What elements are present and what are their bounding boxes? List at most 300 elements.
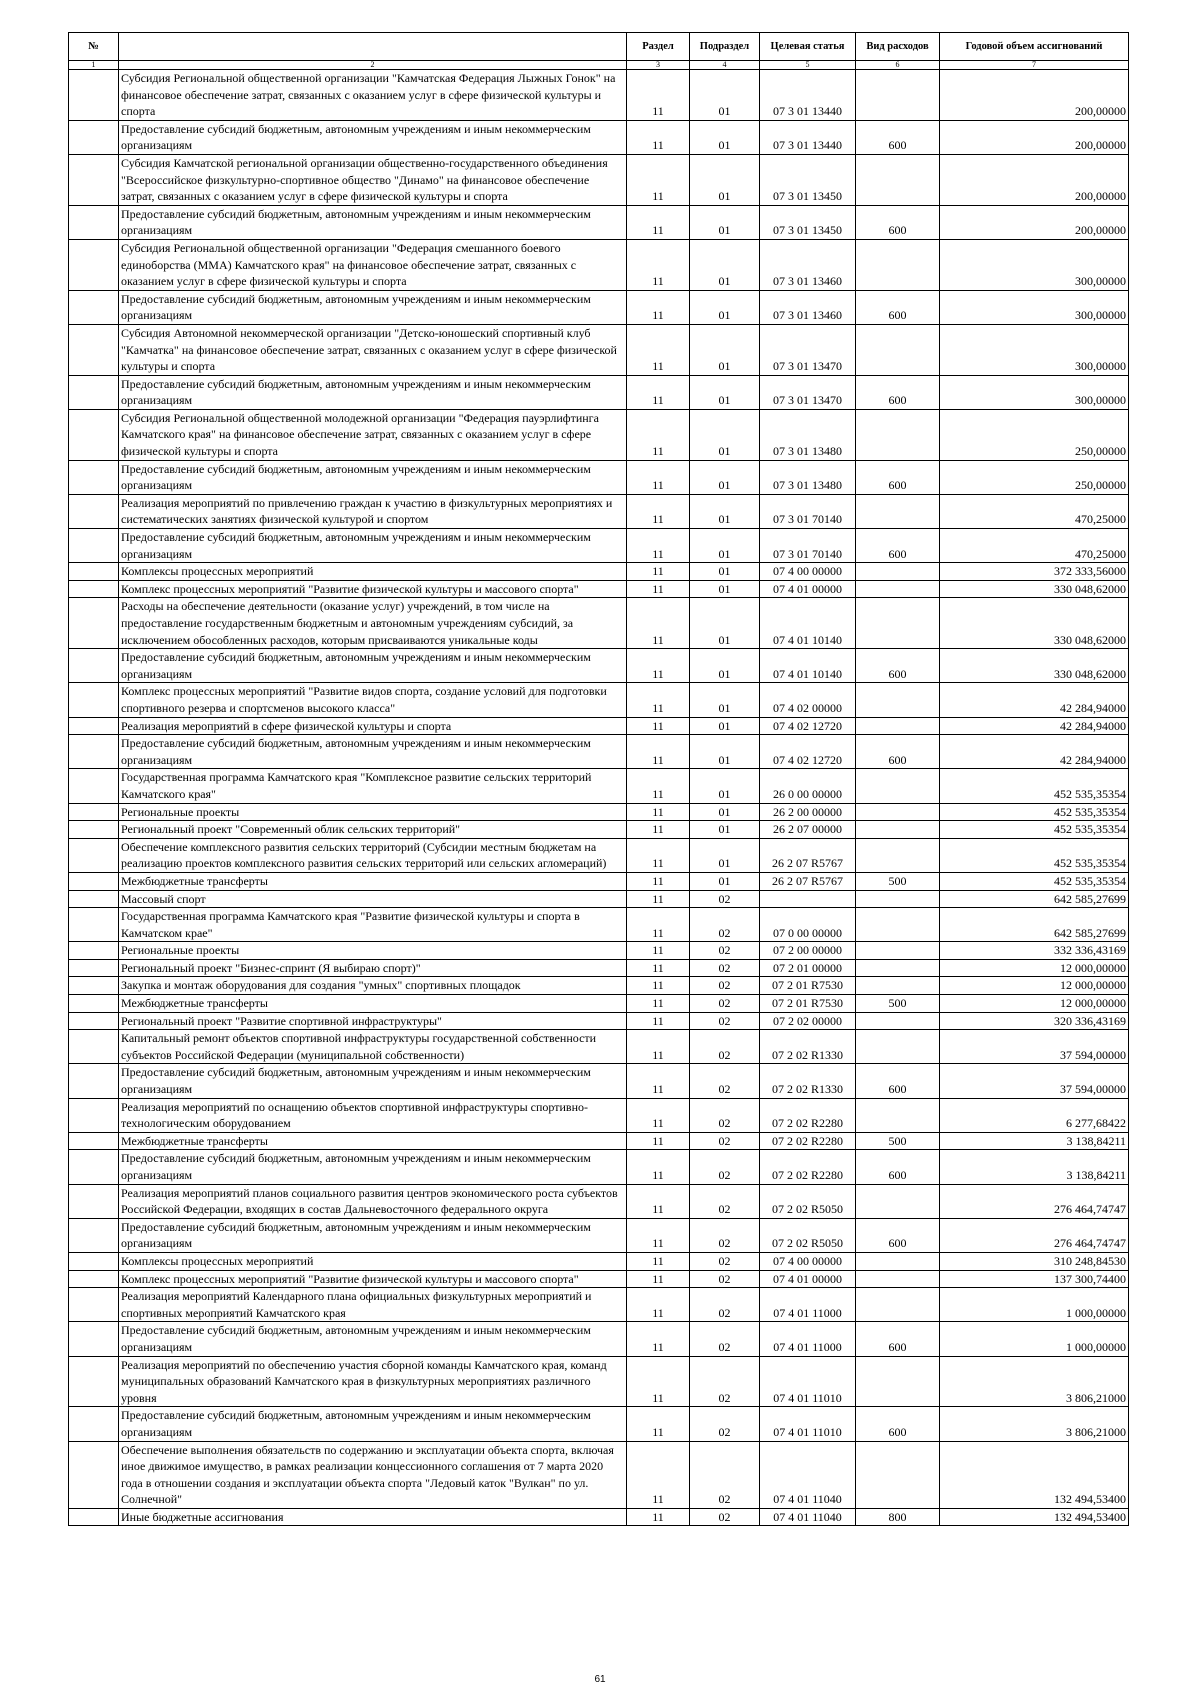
row-number-cell — [69, 1132, 119, 1150]
amount-cell: 452 535,35354 — [940, 872, 1129, 890]
header-expense-type: Вид расходов — [856, 33, 940, 61]
row-name-cell: Предоставление субсидий бюджетным, автономным учреждениям и иным некоммерческим организациям — [119, 290, 627, 324]
expense-type-cell — [856, 1356, 940, 1407]
row-number-cell — [69, 683, 119, 717]
subsection-cell: 01 — [690, 494, 760, 528]
expense-type-cell — [856, 683, 940, 717]
amount-cell: 3 806,21000 — [940, 1407, 1129, 1441]
subsection-cell: 01 — [690, 580, 760, 598]
subsection-cell: 02 — [690, 1132, 760, 1150]
amount-cell: 330 048,62000 — [940, 580, 1129, 598]
row-number-cell — [69, 1322, 119, 1356]
row-number-cell — [69, 959, 119, 977]
row-name-cell: Субсидия Региональной общественной молодежной организации "Федерация пауэрлифтинга Камчатского края" на финансовое обеспечение затрат, связанных с оказанием услуг в сфере физической культуры и спорта — [119, 409, 627, 460]
row-name-cell: Межбюджетные трансферты — [119, 872, 627, 890]
row-number-cell — [69, 1441, 119, 1508]
target-article-cell: 26 2 07 R5767 — [760, 872, 856, 890]
target-article-cell: 07 3 01 13460 — [760, 239, 856, 290]
column-number: 5 — [760, 61, 856, 70]
target-article-cell: 07 3 01 13480 — [760, 409, 856, 460]
row-name-cell: Предоставление субсидий бюджетным, автономным учреждениям и иным некоммерческим организациям — [119, 1150, 627, 1184]
table-row — [69, 494, 1129, 528]
expense-type-cell — [856, 1012, 940, 1030]
target-article-cell: 07 3 01 13470 — [760, 324, 856, 375]
header-name — [119, 33, 627, 61]
section-cell: 11 — [627, 1508, 690, 1526]
amount-cell: 1 000,00000 — [940, 1288, 1129, 1322]
subsection-cell: 02 — [690, 942, 760, 960]
amount-cell: 1 000,00000 — [940, 1322, 1129, 1356]
amount-cell: 300,00000 — [940, 239, 1129, 290]
expense-type-cell — [856, 977, 940, 995]
amount-cell: 12 000,00000 — [940, 959, 1129, 977]
row-number-cell — [69, 1270, 119, 1288]
table-row — [69, 735, 1129, 769]
target-article-cell — [760, 890, 856, 908]
table-row — [69, 1012, 1129, 1030]
subsection-cell: 01 — [690, 460, 760, 494]
row-number-cell — [69, 1030, 119, 1064]
expense-type-cell — [856, 1252, 940, 1270]
expense-type-cell: 600 — [856, 375, 940, 409]
section-cell: 11 — [627, 70, 690, 121]
target-article-cell: 07 3 01 13460 — [760, 290, 856, 324]
amount-cell: 642 585,27699 — [940, 890, 1129, 908]
row-number-cell — [69, 1252, 119, 1270]
row-name-cell: Предоставление субсидий бюджетным, автономным учреждениям и иным некоммерческим организациям — [119, 529, 627, 563]
table-row — [69, 290, 1129, 324]
subsection-cell: 01 — [690, 154, 760, 205]
target-article-cell: 07 2 01 R7530 — [760, 977, 856, 995]
target-article-cell: 07 4 00 00000 — [760, 1252, 856, 1270]
row-name-cell: Предоставление субсидий бюджетным, автономным учреждениям и иным некоммерческим организациям — [119, 649, 627, 683]
row-name-cell: Комплекс процессных мероприятий "Развитие видов спорта, создание условий для подготовки спортивного резерва и спортсменов высокого класса" — [119, 683, 627, 717]
expense-type-cell — [856, 769, 940, 803]
expense-type-cell — [856, 717, 940, 735]
subsection-cell: 02 — [690, 1508, 760, 1526]
row-number-cell — [69, 872, 119, 890]
table-row — [69, 1508, 1129, 1526]
amount-cell: 200,00000 — [940, 205, 1129, 239]
table-header — [69, 33, 1129, 70]
row-number-cell — [69, 995, 119, 1013]
section-cell: 11 — [627, 324, 690, 375]
expense-type-cell: 600 — [856, 649, 940, 683]
row-name-cell: Региональный проект "Современный облик сельских территорий" — [119, 821, 627, 839]
section-cell: 11 — [627, 1322, 690, 1356]
row-name-cell: Реализация мероприятий планов социального развития центров экономического роста субъектов Российской Федерации, входящих в состав Дальневосточного федерального округа — [119, 1184, 627, 1218]
expense-type-cell — [856, 239, 940, 290]
table-row — [69, 890, 1129, 908]
table-row — [69, 1132, 1129, 1150]
section-cell: 11 — [627, 580, 690, 598]
table-row — [69, 649, 1129, 683]
subsection-cell: 01 — [690, 529, 760, 563]
row-name-cell: Субсидия Автономной некоммерческой организации "Детско-юношеский спортивный клуб "Камчатка" на финансовое обеспечение затрат, связанных с оказанием услуг в сфере физической культуры и спорта — [119, 324, 627, 375]
expense-type-cell — [856, 908, 940, 942]
row-name-cell: Капитальный ремонт объектов спортивной инфраструктуры государственной собственности субъектов Российской Федерации (муниципальной собственности) — [119, 1030, 627, 1064]
section-cell: 11 — [627, 908, 690, 942]
section-cell: 11 — [627, 1150, 690, 1184]
target-article-cell: 07 4 01 11010 — [760, 1356, 856, 1407]
subsection-cell: 01 — [690, 649, 760, 683]
target-article-cell: 07 3 01 13470 — [760, 375, 856, 409]
target-article-cell: 07 2 01 00000 — [760, 959, 856, 977]
target-article-cell: 07 4 02 12720 — [760, 735, 856, 769]
row-number-cell — [69, 70, 119, 121]
table-row — [69, 1441, 1129, 1508]
amount-cell: 320 336,43169 — [940, 1012, 1129, 1030]
subsection-cell: 01 — [690, 838, 760, 872]
table-row — [69, 959, 1129, 977]
section-cell: 11 — [627, 460, 690, 494]
target-article-cell: 26 2 07 R5767 — [760, 838, 856, 872]
row-number-cell — [69, 324, 119, 375]
subsection-cell: 02 — [690, 1322, 760, 1356]
table-row — [69, 908, 1129, 942]
row-name-cell: Межбюджетные трансферты — [119, 995, 627, 1013]
amount-cell: 37 594,00000 — [940, 1030, 1129, 1064]
amount-cell: 372 333,56000 — [940, 563, 1129, 581]
row-name-cell: Комплекс процессных мероприятий "Развитие физической культуры и массового спорта" — [119, 580, 627, 598]
target-article-cell: 07 2 02 R2280 — [760, 1132, 856, 1150]
expense-type-cell: 600 — [856, 290, 940, 324]
section-cell: 11 — [627, 205, 690, 239]
row-number-cell — [69, 239, 119, 290]
column-number: 7 — [940, 61, 1129, 70]
target-article-cell: 07 2 02 R2280 — [760, 1098, 856, 1132]
amount-cell: 132 494,53400 — [940, 1441, 1129, 1508]
row-number-cell — [69, 977, 119, 995]
amount-cell: 200,00000 — [940, 154, 1129, 205]
row-name-cell: Предоставление субсидий бюджетным, автономным учреждениям и иным некоммерческим организациям — [119, 735, 627, 769]
section-cell: 11 — [627, 529, 690, 563]
subsection-cell: 02 — [690, 1252, 760, 1270]
row-name-cell: Предоставление субсидий бюджетным, автономным учреждениям и иным некоммерческим организациям — [119, 1322, 627, 1356]
table-row — [69, 154, 1129, 205]
expense-type-cell — [856, 324, 940, 375]
table-row — [69, 683, 1129, 717]
target-article-cell: 07 4 01 11000 — [760, 1322, 856, 1356]
subsection-cell: 02 — [690, 1012, 760, 1030]
row-name-cell: Субсидия Камчатской региональной организации общественно-государственного объединения "Всероссийское физкультурно-спортивное общество "Динамо" на финансовое обеспечение затрат, связанных с оказанием услуг в сфере физической культуры и спорта — [119, 154, 627, 205]
row-name-cell: Комплекс процессных мероприятий "Развитие физической культуры и массового спорта" — [119, 1270, 627, 1288]
row-number-cell — [69, 460, 119, 494]
expense-type-cell — [856, 70, 940, 121]
table-row — [69, 803, 1129, 821]
subsection-cell: 01 — [690, 290, 760, 324]
table-row — [69, 821, 1129, 839]
table-row — [69, 563, 1129, 581]
row-number-cell — [69, 598, 119, 649]
row-name-cell: Предоставление субсидий бюджетным, автономным учреждениям и иным некоммерческим организациям — [119, 375, 627, 409]
target-article-cell: 07 4 01 11040 — [760, 1508, 856, 1526]
expense-type-cell: 600 — [856, 205, 940, 239]
section-cell: 11 — [627, 803, 690, 821]
subsection-cell: 01 — [690, 205, 760, 239]
subsection-cell: 01 — [690, 769, 760, 803]
amount-cell: 452 535,35354 — [940, 803, 1129, 821]
row-number-cell — [69, 803, 119, 821]
column-number: 2 — [119, 61, 627, 70]
row-number-cell — [69, 494, 119, 528]
section-cell: 11 — [627, 154, 690, 205]
target-article-cell: 07 3 01 13440 — [760, 70, 856, 121]
section-cell: 11 — [627, 1012, 690, 1030]
target-article-cell: 07 2 02 00000 — [760, 1012, 856, 1030]
section-cell: 11 — [627, 959, 690, 977]
target-article-cell: 07 2 00 00000 — [760, 942, 856, 960]
table-row — [69, 460, 1129, 494]
row-name-cell: Расходы на обеспечение деятельности (оказание услуг) учреждений, в том числе на предоставление государственным бюджетным и автономным учреждениям субсидий, за исключением обособленных расходов, которым присваиваются уникальные коды — [119, 598, 627, 649]
expense-type-cell — [856, 154, 940, 205]
row-name-cell: Обеспечение комплексного развития сельских территорий (Субсидии местным бюджетам на реализацию проектов комплексного развития сельских территорий или сельских агломераций) — [119, 838, 627, 872]
subsection-cell: 01 — [690, 375, 760, 409]
subsection-cell: 02 — [690, 1288, 760, 1322]
target-article-cell: 07 4 02 12720 — [760, 717, 856, 735]
row-name-cell: Реализация мероприятий по оснащению объектов спортивной инфраструктуры спортивно-технологическим оборудованием — [119, 1098, 627, 1132]
amount-cell: 300,00000 — [940, 375, 1129, 409]
row-number-cell — [69, 1150, 119, 1184]
target-article-cell: 07 2 02 R5050 — [760, 1184, 856, 1218]
row-number-cell — [69, 1218, 119, 1252]
target-article-cell: 07 3 01 13480 — [760, 460, 856, 494]
row-number-cell — [69, 154, 119, 205]
amount-cell: 276 464,74747 — [940, 1218, 1129, 1252]
amount-cell: 37 594,00000 — [940, 1064, 1129, 1098]
table-row — [69, 1184, 1129, 1218]
row-name-cell: Реализация мероприятий по обеспечению участия сборной команды Камчатского края, команд муниципальных образований Камчатского края в физкультурных мероприятиях различного уровня — [119, 1356, 627, 1407]
section-cell: 11 — [627, 649, 690, 683]
row-number-cell — [69, 375, 119, 409]
expense-type-cell: 600 — [856, 1150, 940, 1184]
target-article-cell: 07 3 01 70140 — [760, 494, 856, 528]
subsection-cell: 01 — [690, 239, 760, 290]
column-number: 4 — [690, 61, 760, 70]
amount-cell: 470,25000 — [940, 529, 1129, 563]
amount-cell: 276 464,74747 — [940, 1184, 1129, 1218]
expense-type-cell: 500 — [856, 1132, 940, 1150]
table-row — [69, 838, 1129, 872]
row-number-cell — [69, 1407, 119, 1441]
subsection-cell: 02 — [690, 908, 760, 942]
row-name-cell: Предоставление субсидий бюджетным, автономным учреждениям и иным некоммерческим организациям — [119, 460, 627, 494]
amount-cell: 250,00000 — [940, 460, 1129, 494]
target-article-cell: 07 4 01 11010 — [760, 1407, 856, 1441]
subsection-cell: 02 — [690, 977, 760, 995]
subsection-cell: 02 — [690, 1441, 760, 1508]
section-cell: 11 — [627, 821, 690, 839]
expense-type-cell: 800 — [856, 1508, 940, 1526]
table-row — [69, 120, 1129, 154]
subsection-cell: 02 — [690, 1407, 760, 1441]
expense-type-cell — [856, 409, 940, 460]
row-number-cell — [69, 649, 119, 683]
expense-type-cell — [856, 1098, 940, 1132]
section-cell: 11 — [627, 838, 690, 872]
row-number-cell — [69, 1356, 119, 1407]
amount-cell: 12 000,00000 — [940, 977, 1129, 995]
subsection-cell: 02 — [690, 1270, 760, 1288]
target-article-cell: 07 4 00 00000 — [760, 563, 856, 581]
subsection-cell: 01 — [690, 598, 760, 649]
subsection-cell: 01 — [690, 70, 760, 121]
amount-cell: 42 284,94000 — [940, 717, 1129, 735]
amount-cell: 3 806,21000 — [940, 1356, 1129, 1407]
row-number-cell — [69, 769, 119, 803]
section-cell: 11 — [627, 683, 690, 717]
subsection-cell: 01 — [690, 803, 760, 821]
column-number: 3 — [627, 61, 690, 70]
subsection-cell: 01 — [690, 563, 760, 581]
amount-cell: 3 138,84211 — [940, 1132, 1129, 1150]
expense-type-cell — [856, 838, 940, 872]
expense-type-cell — [856, 580, 940, 598]
row-name-cell: Государственная программа Камчатского края "Комплексное развитие сельских территорий Камчатского края" — [119, 769, 627, 803]
expense-type-cell: 600 — [856, 1218, 940, 1252]
amount-cell: 42 284,94000 — [940, 735, 1129, 769]
expense-type-cell — [856, 890, 940, 908]
row-number-cell — [69, 1288, 119, 1322]
section-cell: 11 — [627, 872, 690, 890]
section-cell: 11 — [627, 1441, 690, 1508]
expense-type-cell — [856, 1030, 940, 1064]
row-number-cell — [69, 942, 119, 960]
amount-cell: 452 535,35354 — [940, 769, 1129, 803]
section-cell: 11 — [627, 1407, 690, 1441]
section-cell: 11 — [627, 494, 690, 528]
amount-cell: 200,00000 — [940, 120, 1129, 154]
section-cell: 11 — [627, 1270, 690, 1288]
header-number: № — [69, 33, 119, 61]
section-cell: 11 — [627, 977, 690, 995]
subsection-cell: 01 — [690, 324, 760, 375]
table-row — [69, 977, 1129, 995]
table-row — [69, 1252, 1129, 1270]
expense-type-cell — [856, 494, 940, 528]
expense-type-cell: 600 — [856, 735, 940, 769]
subsection-cell: 01 — [690, 683, 760, 717]
subsection-cell: 02 — [690, 1098, 760, 1132]
table-row — [69, 1288, 1129, 1322]
subsection-cell: 02 — [690, 995, 760, 1013]
section-cell: 11 — [627, 1184, 690, 1218]
row-name-cell: Региональный проект "Бизнес-спринт (Я выбираю спорт)" — [119, 959, 627, 977]
expense-type-cell — [856, 1184, 940, 1218]
subsection-cell: 01 — [690, 120, 760, 154]
row-number-cell — [69, 821, 119, 839]
row-number-cell — [69, 717, 119, 735]
row-number-cell — [69, 563, 119, 581]
table-row — [69, 529, 1129, 563]
amount-cell: 12 000,00000 — [940, 995, 1129, 1013]
section-cell: 11 — [627, 239, 690, 290]
subsection-cell: 01 — [690, 409, 760, 460]
row-name-cell: Региональный проект "Развитие спортивной инфраструктуры" — [119, 1012, 627, 1030]
expense-type-cell: 600 — [856, 1322, 940, 1356]
column-number: 1 — [69, 61, 119, 70]
target-article-cell: 26 2 00 00000 — [760, 803, 856, 821]
subsection-cell: 01 — [690, 872, 760, 890]
row-number-cell — [69, 409, 119, 460]
row-name-cell: Предоставление субсидий бюджетным, автономным учреждениям и иным некоммерческим организациям — [119, 205, 627, 239]
subsection-cell: 02 — [690, 1356, 760, 1407]
section-cell: 11 — [627, 1064, 690, 1098]
expense-type-cell — [856, 821, 940, 839]
target-article-cell: 07 3 01 70140 — [760, 529, 856, 563]
target-article-cell: 07 2 02 R1330 — [760, 1030, 856, 1064]
table-row — [69, 239, 1129, 290]
amount-cell: 470,25000 — [940, 494, 1129, 528]
section-cell: 11 — [627, 735, 690, 769]
target-article-cell: 07 2 02 R5050 — [760, 1218, 856, 1252]
row-number-cell — [69, 890, 119, 908]
table-row — [69, 598, 1129, 649]
expense-type-cell: 500 — [856, 872, 940, 890]
table-row — [69, 1098, 1129, 1132]
table-row — [69, 205, 1129, 239]
target-article-cell: 07 4 01 00000 — [760, 1270, 856, 1288]
target-article-cell: 07 4 01 00000 — [760, 580, 856, 598]
row-name-cell: Региональные проекты — [119, 803, 627, 821]
expense-type-cell — [856, 1270, 940, 1288]
table-row — [69, 995, 1129, 1013]
section-cell: 11 — [627, 942, 690, 960]
row-name-cell: Массовый спорт — [119, 890, 627, 908]
table-row — [69, 717, 1129, 735]
section-cell: 11 — [627, 375, 690, 409]
table-row — [69, 1150, 1129, 1184]
section-cell: 11 — [627, 995, 690, 1013]
expense-type-cell — [856, 803, 940, 821]
subsection-cell: 01 — [690, 735, 760, 769]
expense-type-cell — [856, 959, 940, 977]
row-number-cell — [69, 290, 119, 324]
row-name-cell: Комплексы процессных мероприятий — [119, 1252, 627, 1270]
row-name-cell: Реализация мероприятий в сфере физической культуры и спорта — [119, 717, 627, 735]
target-article-cell: 07 3 01 13450 — [760, 205, 856, 239]
budget-document — [68, 32, 1128, 1526]
amount-cell: 6 277,68422 — [940, 1098, 1129, 1132]
section-cell: 11 — [627, 563, 690, 581]
amount-cell: 330 048,62000 — [940, 598, 1129, 649]
row-number-cell — [69, 735, 119, 769]
section-cell: 11 — [627, 120, 690, 154]
table-row — [69, 1030, 1129, 1064]
row-name-cell: Предоставление субсидий бюджетным, автономным учреждениям и иным некоммерческим организациям — [119, 1407, 627, 1441]
section-cell: 11 — [627, 717, 690, 735]
amount-cell: 132 494,53400 — [940, 1508, 1129, 1526]
table-row — [69, 375, 1129, 409]
section-cell: 11 — [627, 1288, 690, 1322]
row-name-cell: Иные бюджетные ассигнования — [119, 1508, 627, 1526]
row-name-cell: Предоставление субсидий бюджетным, автономным учреждениям и иным некоммерческим организациям — [119, 1218, 627, 1252]
section-cell: 11 — [627, 1030, 690, 1064]
table-row — [69, 1270, 1129, 1288]
target-article-cell: 07 4 01 10140 — [760, 649, 856, 683]
target-article-cell: 07 3 01 13450 — [760, 154, 856, 205]
row-number-cell — [69, 1098, 119, 1132]
row-number-cell — [69, 529, 119, 563]
header-subsection: Подраздел — [690, 33, 760, 61]
row-name-cell: Предоставление субсидий бюджетным, автономным учреждениям и иным некоммерческим организациям — [119, 1064, 627, 1098]
target-article-cell: 07 2 02 R2280 — [760, 1150, 856, 1184]
expense-type-cell: 600 — [856, 1407, 940, 1441]
section-cell: 11 — [627, 769, 690, 803]
row-number-cell — [69, 1012, 119, 1030]
subsection-cell: 02 — [690, 959, 760, 977]
row-name-cell: Предоставление субсидий бюджетным, автономным учреждениям и иным некоммерческим организациям — [119, 120, 627, 154]
